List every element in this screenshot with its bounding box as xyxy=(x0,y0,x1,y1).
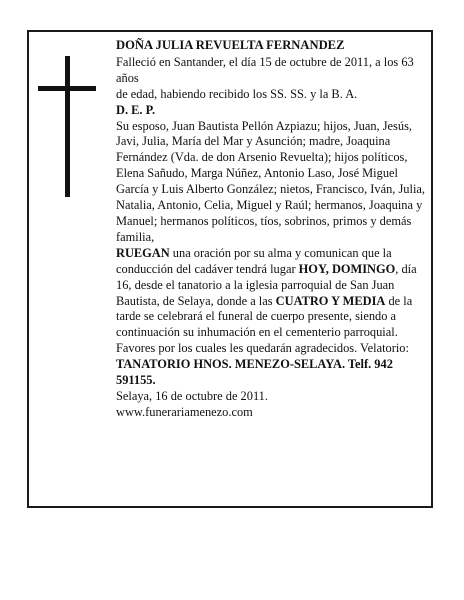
request-text-1: una oración por su alma y comunican que la conducción del cadáver tendrá lugar xyxy=(116,245,392,276)
request-text-3: de la tarde se celebrará el funeral de cuerpo presente, siendo a continuación su inhumación en el cementerio parroquial. Favores por los cuales les quedarán agradecidos. Velatorio: xyxy=(116,293,413,356)
cross-vertical-bar xyxy=(65,56,70,197)
family-list: Su esposo, Juan Bautista Pellón Azpiazu; hijos, Juan, Jesús, Javi, Julia, María del Mar y Asunción; madre, Joaquina Fernández (Vda. de don Arsenio Revuelta); hijos políticos, Elena Sañudo, Marga Núñez, Antonio Laso, José Miguel García y Luis Alberto González; nietos, Francisco, Iván, Julia, Natalia, Antonio, Celia, Miguel y Raúl; hermanos, Joaquina y Manuel; hermanos políticos, tíos, sobrinos, primos y demás familia, xyxy=(116,118,425,244)
funeral-home-contact: TANATORIO HNOS. MENEZO-SELAYA. Telf. 942 591155. xyxy=(116,357,393,388)
death-notice-line-2: de edad, habiendo recibido los SS. SS. y la B. A. xyxy=(116,86,358,101)
funeral-time: CUATRO Y MEDIA xyxy=(275,293,386,308)
obituary-text xyxy=(116,38,428,421)
ruegan-label: RUEGAN xyxy=(116,245,170,260)
funeral-request xyxy=(116,246,428,389)
request-text-2: , día 16, desde el tanatorio a la iglesia parroquial de San Juan Bautista, de Selaya, donde a las xyxy=(116,261,417,308)
deceased-name: DOÑA JULIA REVUELTA FERNANDEZ xyxy=(116,38,345,52)
rest-in-peace: D. E. P. xyxy=(116,102,156,117)
place-date: Selaya, 16 de octubre de 2011. xyxy=(116,388,268,403)
cross-horizontal-bar xyxy=(38,86,96,91)
website: www.funerariamenezo.com xyxy=(116,404,253,419)
death-notice-line-1: Falleció en Santander, el día 15 de octubre de 2011, a los 63 años xyxy=(116,54,414,85)
funeral-day: HOY, DOMINGO xyxy=(298,261,396,276)
